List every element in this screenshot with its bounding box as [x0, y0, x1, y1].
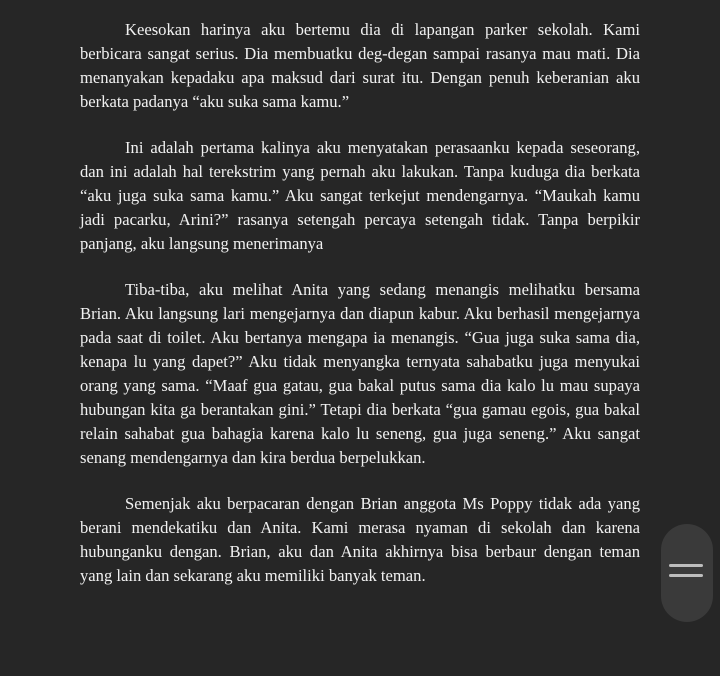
document-body[interactable] — [80, 18, 640, 610]
paragraph-4: Semenjak aku berpacaran dengan Brian anggota Ms Poppy tidak ada yang berani mendekatiku dan Anita. Kami merasa nyaman di sekolah dan karena hubunganku dengan. Brian, aku dan Anita akhirnya bisa berbaur dengan teman yang lain dan sekarang aku memiliki banyak teman. — [80, 494, 640, 585]
paragraph-2: Ini adalah pertama kalinya aku menyatakan perasaanku kepada seseorang, dan ini adalah hal terekstrim yang pernah aku lakukan. Tanpa kuduga dia berkata “aku juga suka sama kamu.” Aku sangat terkejut mendengarnya. “Maukah kamu jadi pacarku, Arini?” rasanya setengah percaya setengah tidak. Tanpa berpikir panjang, aku langsung menerimanya — [80, 138, 640, 253]
scroll-handle[interactable] — [661, 524, 713, 622]
paragraph-1: Keesokan harinya aku bertemu dia di lapangan parker sekolah. Kami berbicara sangat serius. Dia membuatku deg-degan sampai rasanya mau mati. Dia menanyakan kepadaku apa maksud dari surat itu. Dengan penuh keberanian aku berkata padanya “aku suka sama kamu.” — [80, 20, 640, 111]
paragraph-3: Tiba-tiba, aku melihat Anita yang sedang menangis melihatku bersama Brian. Aku langsung lari mengejarnya dan diapun kabur. Aku berhasil mengejarnya pada saat di toilet. Aku bertanya mengapa ia menangis. “Gua juga suka sama dia, kenapa lu yang dapet?” Aku tidak menyangka ternyata sahabatku juga menyukai orang yang sama. “Maaf gua gatau, gua bakal putus sama dia kalo lu mau supaya hubungan kita ga berantakan gini.” Tetapi dia berkata “gua gamau egois, gua bakal relain sahabat gua bahagia karena kalo lu seneng, gua juga seneng.” Aku sangat senang mendengarnya dan kira berdua berpelukkan. — [80, 280, 640, 467]
drag-handle-icon — [669, 562, 703, 582]
